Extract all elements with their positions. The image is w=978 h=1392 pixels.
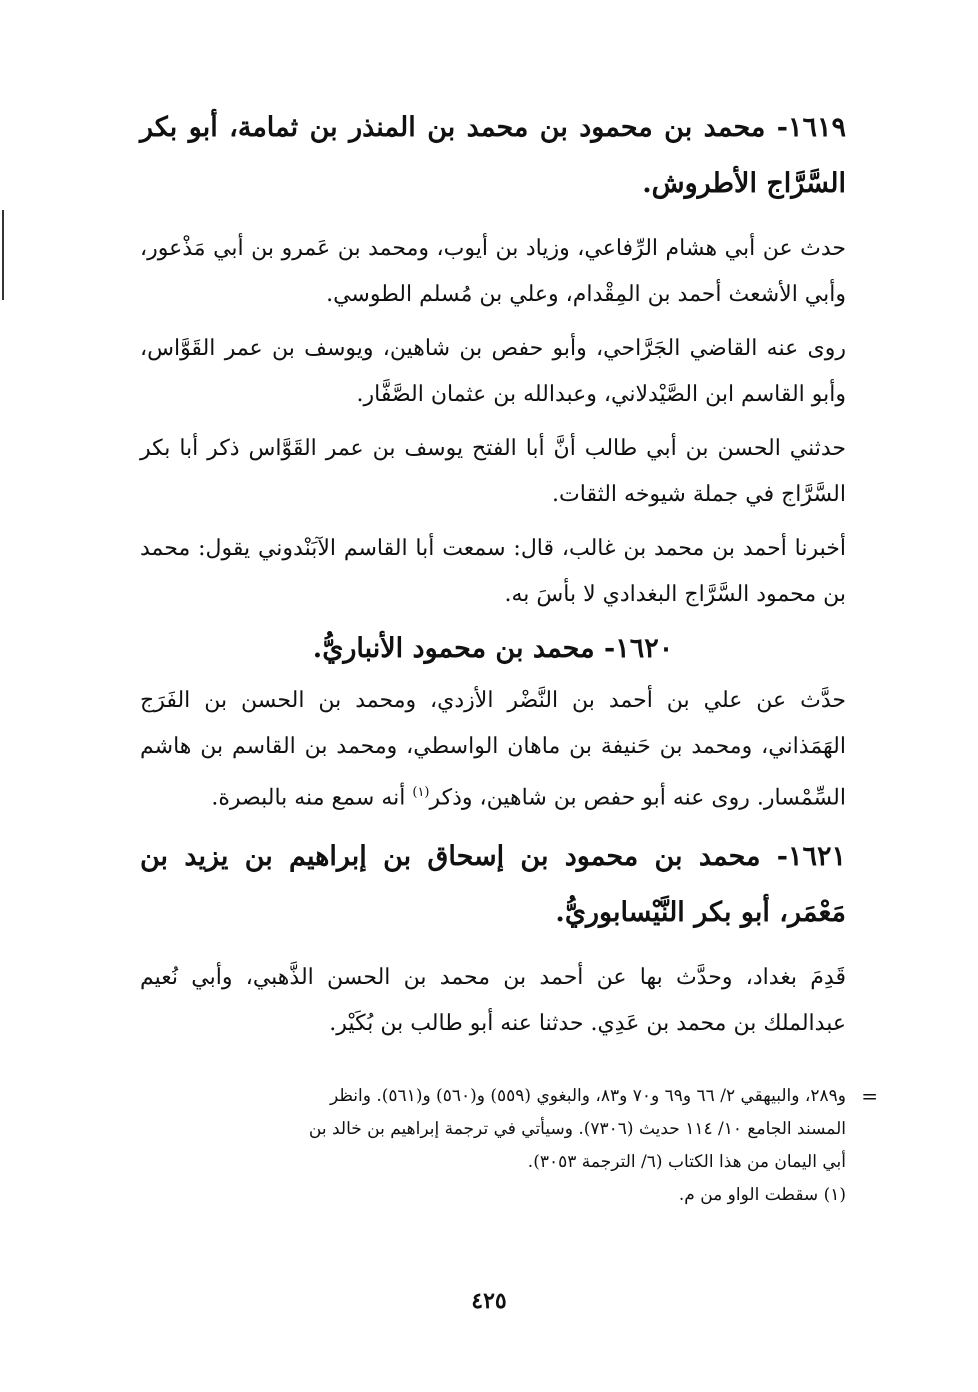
footnote-note: (١) سقطت الواو من م. (678, 1185, 846, 1205)
entry-heading-1621: ١٦٢١- محمد بن محمود بن إسحاق بن إبراهيم بن يزيد بن مَعْمَر، أبو بكر النَّيْسابوريُّ. (140, 841, 846, 929)
entry-paragraph: حدثني الحسن بن أبي طالب أنَّ أبا الفتح يوسف بن عمر القَوَّاس ذكر أبا بكر السَّرَّاج في جملة شيوخه الثقات. (140, 436, 846, 507)
page-number: ٤٢٥ (471, 1288, 507, 1314)
entry-paragraph: حدث عن أبي هشام الرِّفاعي، وزياد بن أيوب، ومحمد بن عَمرو بن أبي مَذْعور، وأبي الأشعث أحمد بن المِقْدام، وعلي بن مُسلم الطوسي. (140, 236, 846, 307)
entry-paragraph (140, 678, 846, 821)
entry-heading-1619: ١٦١٩- محمد بن محمود بن محمد بن المنذر بن ثمامة، أبو بكر السَّرَّاج الأطروش. (140, 112, 846, 199)
footnote-continuation-line: أبي اليمان من هذا الكتاب (٦/ الترجمة ٣٠٥٣). (527, 1152, 846, 1172)
footnote-continuation-line (140, 1080, 878, 1113)
entry-paragraph-tail: أنه سمع منه بالبصرة. (211, 785, 413, 811)
footnote-reference: (١) (412, 785, 430, 800)
page-edge-mark (2, 210, 4, 300)
continuation-mark: = (861, 1084, 878, 1108)
entry-heading-1620: ١٦٢٠- محمد بن محمود الأنباريُّ. (312, 633, 674, 664)
footnote-text: و٢٨٩، والبيهقي ٢/ ٦٦ و٦٩ و٧٠ و٨٣، والبغوي (٥٥٩) و(٥٦٠) و(٥٦١). وانظر (329, 1086, 846, 1106)
footnote-continuation-line: المسند الجامع ١٠/ ١١٤ حديث (٧٣٠٦). وسيأتي في ترجمة إبراهيم بن خالد بن (308, 1119, 846, 1139)
page-body (140, 100, 846, 1055)
footnotes (140, 1080, 878, 1212)
entry-paragraph: أخبرنا أحمد بن محمد بن غالب، قال: سمعت أبا القاسم الآبَنْدوني يقول: محمد بن محمود السَّرَّاج البغدادي لا بأسَ به. (140, 536, 846, 607)
entry-paragraph: قَدِمَ بغداد، وحدَّث بها عن أحمد بن محمد بن الحسن الذَّهبي، وأبي نُعيم عبدالملك بن محمد بن عَدِي. حدثنا عنه أبو طالب بن بُكَيْر. (140, 965, 846, 1037)
entry-paragraph-text: حدَّث عن علي بن أحمد بن النَّضْر الأزدي، ومحمد بن الحسن بن الفَرَج الهَمَذاني، ومحمد بن حَنيفة بن ماهان الواسطي، ومحمد بن القاسم بن هاشم السِّمْسار. روى عنه أبو حفص بن شاهين، وذكر (140, 688, 846, 811)
entry-paragraph: روى عنه القاضي الجَرَّاحي، وأبو حفص بن شاهين، ويوسف بن عمر القَوَّاس، وأبو القاسم ابن الصَّيْدلاني، وعبدالله بن عثمان الصَّفَّار. (140, 336, 846, 407)
